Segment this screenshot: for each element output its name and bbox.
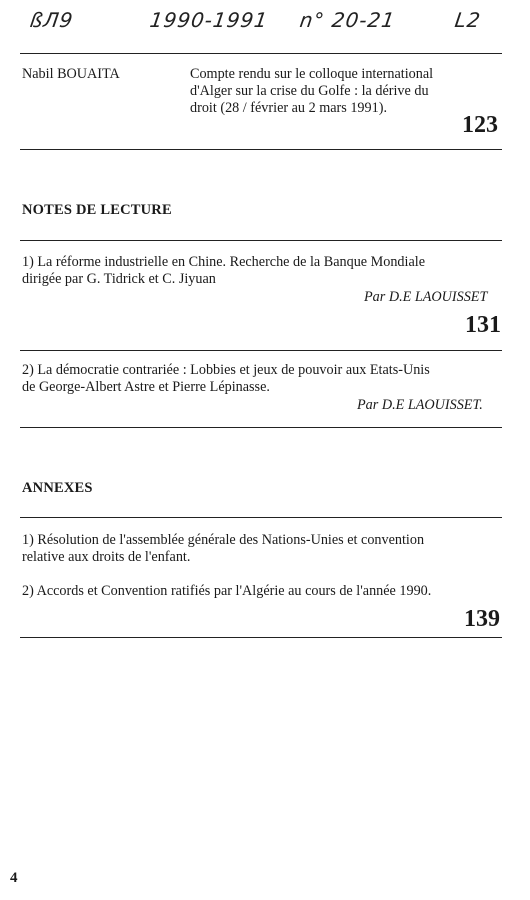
rule-annexes-bottom xyxy=(20,637,502,638)
notes-item-line: dirigée par G. Tidrick et C. Jiyuan xyxy=(22,271,216,287)
annexes-item-line: 2) Accords et Convention ratifiés par l'Algérie au cours de l'année 1990. xyxy=(22,583,432,599)
handwritten-years: 1990-1991 xyxy=(148,8,270,32)
annexes-page-number: 139 xyxy=(464,606,500,632)
entry-title-line: d'Alger sur la crise du Golfe : la dérive du xyxy=(190,83,429,99)
notes-item-1-byline: Par D.E LAOUISSET xyxy=(364,289,488,305)
rule-notes-top xyxy=(20,240,502,241)
annexes-item-line: 1) Résolution de l'assemblée générale des Nations-Unies et convention xyxy=(22,532,425,548)
section-heading-annexes: ANNEXES xyxy=(22,480,93,496)
notes-item-line: 1) La réforme industrielle en Chine. Recherche de la Banque Mondiale xyxy=(22,254,426,270)
entry-title-line: Compte rendu sur le colloque international xyxy=(190,66,434,82)
annexes-item-1 xyxy=(22,532,502,566)
rule-annexes-top xyxy=(20,517,502,518)
notes-item-line: 2) La démocratie contrariée : Lobbies et jeux de pouvoir aux Etats-Unis xyxy=(22,362,430,378)
annexes-item-2 xyxy=(22,583,502,600)
handwritten-mark: L2 xyxy=(453,8,483,32)
notes-item-1-page-number: 131 xyxy=(465,312,501,338)
notes-item-1 xyxy=(22,254,502,288)
annexes-item-line: relative aux droits de l'enfant. xyxy=(22,549,191,565)
entry-author: Nabil BOUAITA xyxy=(22,66,120,82)
rule-after-entry xyxy=(20,149,502,150)
notes-item-2-byline: Par D.E LAOUISSET. xyxy=(357,397,483,413)
section-heading-notes: NOTES DE LECTURE xyxy=(22,202,172,218)
entry-page-number: 123 xyxy=(462,112,498,138)
notes-item-2 xyxy=(22,362,502,396)
entry-title-line: droit (28 / février au 2 mars 1991). xyxy=(190,100,387,116)
notes-item-line: de George-Albert Astre et Pierre Lépinasse. xyxy=(22,379,270,395)
handwritten-ref: ßЛ9 xyxy=(28,8,76,32)
rule-notes-mid xyxy=(20,350,502,351)
entry-title xyxy=(190,66,495,117)
handwritten-issue: n° 20-21 xyxy=(298,8,397,32)
rule-notes-bottom xyxy=(20,427,502,428)
rule-top xyxy=(20,53,502,54)
page-folio: 4 xyxy=(10,870,18,886)
